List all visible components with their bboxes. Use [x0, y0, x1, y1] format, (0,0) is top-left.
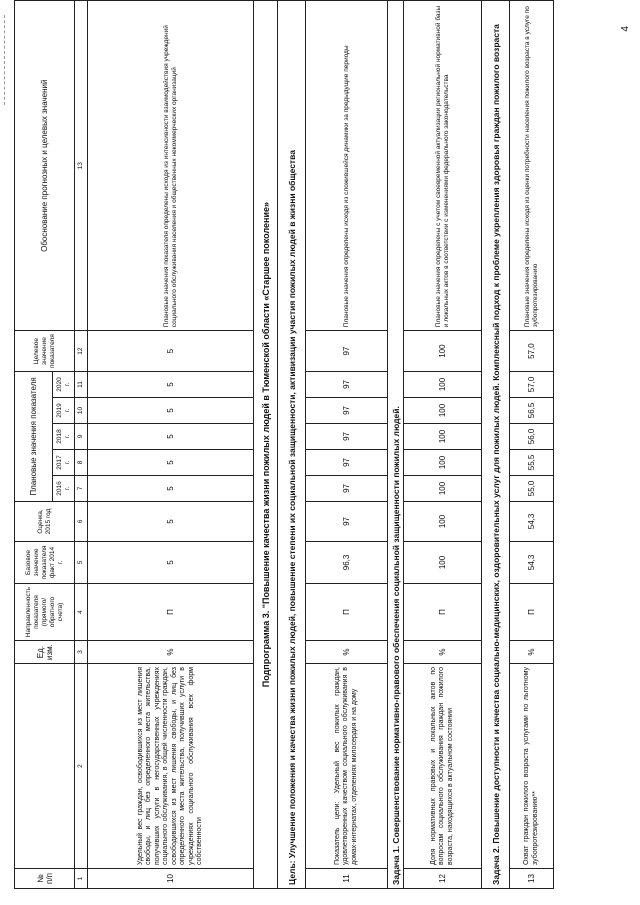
base-value: 96,3 — [306, 541, 388, 583]
header-year: 2016 г. — [53, 475, 75, 501]
direction: П — [88, 583, 254, 640]
plan-value: 57,0 — [510, 371, 554, 397]
target-value: 5 — [88, 331, 254, 372]
direction: П — [404, 583, 482, 640]
plan-value: 100 — [404, 397, 482, 423]
col-number: 7 — [75, 475, 88, 501]
target-value: 97 — [306, 331, 388, 372]
page-number: 4 — [620, 26, 631, 32]
base-value: 100 — [404, 541, 482, 583]
plan-value: 100 — [404, 449, 482, 475]
estimate-value: 97 — [306, 501, 388, 541]
col-number: 8 — [75, 449, 88, 475]
plan-value: 5 — [88, 475, 254, 501]
plan-value: 55,0 — [510, 475, 554, 501]
estimate-value: 100 — [404, 501, 482, 541]
direction: П — [510, 583, 554, 640]
plan-value: 97 — [306, 371, 388, 397]
plan-value: 5 — [88, 397, 254, 423]
col-number: 11 — [75, 371, 88, 397]
row-number: 11 — [306, 869, 388, 889]
indicator-name: Охват граждан пожилого возраста услугами по льготному зубопротезированию** — [510, 664, 554, 869]
direction: П — [306, 583, 388, 640]
table-row — [88, 1, 254, 889]
plan-value: 97 — [306, 423, 388, 449]
header-estimate: Оценка, 2015 год — [15, 501, 75, 541]
table-row — [404, 1, 482, 889]
plan-value: 5 — [88, 371, 254, 397]
page-edge-line — [4, 15, 5, 105]
task2-heading: Задача 2. Повышение доступности и качества социально-медицинских, оздоровительных услуг для пожилых людей. Комплексный подход к проблеме укрепления здоровья граждан пожилого возраста — [482, 1, 510, 889]
indicators-table — [14, 0, 554, 889]
row-number: 13 — [510, 869, 554, 889]
subprogram-heading: Подпрограмма 3. "Повышение качества жизни пожилых людей в Тюменской области «Старшее поколение» — [254, 1, 278, 889]
header-direction: Направленность показателя (прямого/обратного счета) — [15, 583, 75, 640]
header-no: № п/п — [15, 869, 75, 889]
base-value: 54,3 — [510, 541, 554, 583]
rationale: Плановые значения определены с учетом своевременной актуализации региональной нормативной базы и локальных актов в соответствии с изменениями федерального законодательства — [404, 1, 482, 331]
unit: % — [306, 641, 388, 664]
plan-value: 100 — [404, 475, 482, 501]
plan-value: 97 — [306, 397, 388, 423]
goal-heading: Цель: Улучшение положения и качества жизни пожилых людей, повышение степени их социальной защищенности, активизации участия пожилых людей в жизни общества — [278, 1, 306, 889]
rationale: Плановые значения показателя определены исходя из интенсивности взаимодействия учреждений социального обслуживания населения и общественных некоммерческих организаций — [88, 1, 254, 331]
header-year: 2017 г. — [53, 449, 75, 475]
plan-value: 100 — [404, 371, 482, 397]
indicator-name: Доля нормативных правовых и локальных актов по вопросам социального обслуживания граждан пожилого возраста, находящихся в актуальном состоянии — [404, 664, 482, 869]
unit: % — [510, 641, 554, 664]
target-value: 57,0 — [510, 331, 554, 372]
estimate-value: 54,3 — [510, 501, 554, 541]
header-year: 2020 г. — [53, 371, 75, 397]
plan-value: 56,5 — [510, 397, 554, 423]
unit: % — [88, 641, 254, 664]
col-number: 9 — [75, 423, 88, 449]
col-number: 4 — [75, 583, 88, 640]
header-rationale: Обоснование прогнозных и целевых значений — [15, 1, 75, 331]
header-plan-group: Плановые значения показателя — [15, 371, 53, 501]
col-number: 2 — [75, 664, 88, 869]
plan-value: 5 — [88, 449, 254, 475]
table-row — [306, 1, 388, 889]
header-name — [15, 664, 75, 869]
header-base: Базовое значение показателя факт 2014 г. — [15, 541, 75, 583]
col-number: 10 — [75, 397, 88, 423]
indicator-name: Показатель цели: Удельный вес пожилых граждан, удовлетворенных качеством социального обслуживания в домах-интернатах, отделениях милосердия и на дому — [306, 664, 388, 869]
header-target: Целевое значение показателя — [15, 331, 75, 372]
col-number: 6 — [75, 501, 88, 541]
base-value: 5 — [88, 541, 254, 583]
col-number: 13 — [75, 1, 88, 331]
row-number: 12 — [404, 869, 482, 889]
plan-value: 55,5 — [510, 449, 554, 475]
rationale: Плановые значения определены исходя из оценки потребности населения пожилого возраста в услуге по зубопротезированию — [510, 1, 554, 331]
header-year: 2019 г. — [53, 397, 75, 423]
rationale: Плановые значения определены исходя из сложившейся динамики за предыдущие периоды — [306, 1, 388, 331]
col-number: 5 — [75, 541, 88, 583]
col-number: 3 — [75, 641, 88, 664]
plan-value: 97 — [306, 449, 388, 475]
indicator-name: Удельный вес граждан, освободившихся из мест лишения свободы, и лиц без определенного места жительства, получивших услуги в негосударственных учреждениях социального обслуживания, в общей численности граждан, освободившихся из мест лишения свободы, и лиц без определенного места жительства, получивших услуги в учреждениях социального обслуживания всех форм собственности — [88, 664, 254, 869]
target-value: 100 — [404, 331, 482, 372]
row-number: 10 — [88, 869, 254, 889]
col-number: 12 — [75, 331, 88, 372]
header-unit: Ед. изм. — [15, 641, 75, 664]
plan-value: 5 — [88, 423, 254, 449]
task1-heading: Задача 1. Совершенствование нормативно-правового обеспечения социальной защищенности пожилых людей. — [388, 1, 404, 889]
unit: % — [404, 641, 482, 664]
header-year: 2018 г. — [53, 423, 75, 449]
plan-value: 56,0 — [510, 423, 554, 449]
col-number: 1 — [75, 869, 88, 889]
plan-value: 97 — [306, 475, 388, 501]
estimate-value: 5 — [88, 501, 254, 541]
table-row — [510, 1, 554, 889]
plan-value: 100 — [404, 423, 482, 449]
